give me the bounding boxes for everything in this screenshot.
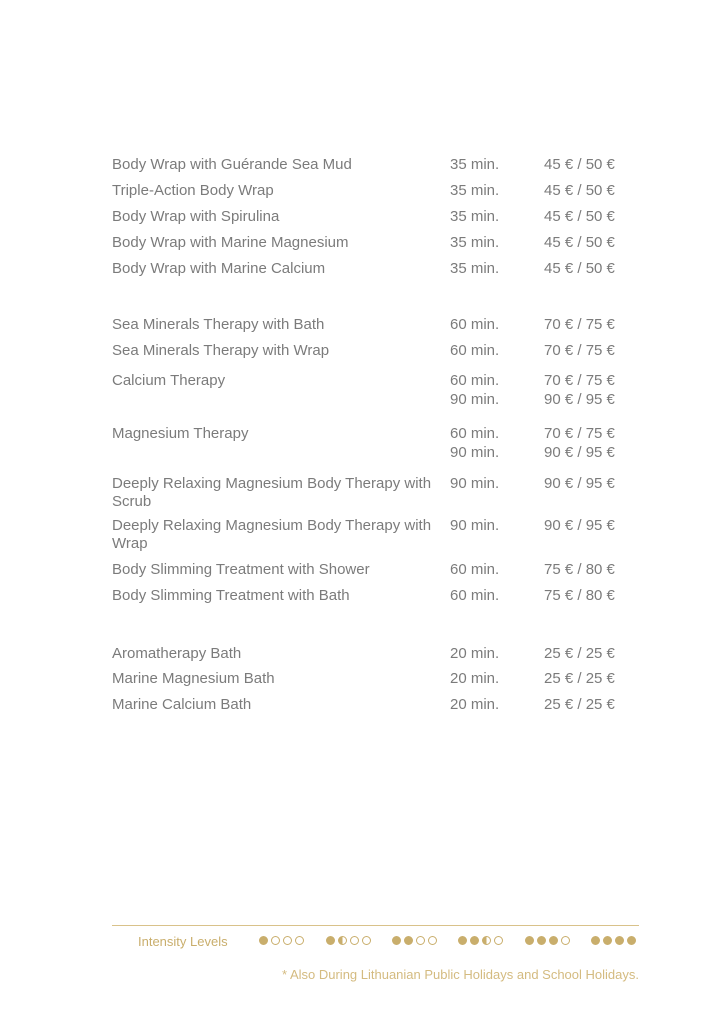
intensity-dot-icon: [458, 936, 467, 945]
treatment-price: 45 € / 50 €: [544, 208, 615, 225]
intensity-dot-icon: [362, 936, 371, 945]
treatment-price: 25 € / 25 €: [544, 696, 615, 713]
treatment-price: 90 € / 95 €: [544, 444, 615, 461]
intensity-level-indicator: [326, 936, 371, 945]
intensity-dot-icon: [537, 936, 546, 945]
treatment-row: [112, 670, 632, 689]
intensity-dot-icon: [392, 936, 401, 945]
treatment-name: Marine Magnesium Bath: [112, 670, 275, 687]
treatment-duration: 60 min.: [450, 425, 500, 442]
treatment-duration: 20 min.: [450, 670, 500, 687]
intensity-dot-icon: [482, 936, 491, 945]
treatment-duration: 60 min.: [450, 372, 500, 389]
treatment-row: [112, 260, 632, 279]
treatment-name: Sea Minerals Therapy with Wrap: [112, 342, 330, 359]
treatment-name: Body Wrap with Marine Magnesium: [112, 234, 349, 251]
treatment-price: 45 € / 50 €: [544, 260, 615, 277]
treatment-row: [112, 425, 632, 463]
treatment-price: 45 € / 50 €: [544, 156, 615, 173]
intensity-legend: [138, 933, 639, 951]
treatment-row: [112, 587, 632, 606]
treatment-duration: 90 min.: [450, 517, 500, 534]
footer-divider: [112, 925, 639, 926]
treatment-row: [112, 342, 632, 361]
treatment-row: [112, 208, 632, 227]
treatment-duration: 20 min.: [450, 696, 500, 713]
intensity-level-indicator: [259, 936, 304, 945]
treatment-duration: 60 min.: [450, 561, 500, 578]
intensity-level-indicator: [525, 936, 570, 945]
intensity-dot-icon: [404, 936, 413, 945]
treatment-name: Deeply Relaxing Magnesium Body Therapy with Scrub: [112, 475, 432, 510]
treatment-row: [112, 234, 632, 253]
treatment-name: Calcium Therapy: [112, 372, 226, 389]
treatment-name: Aromatherapy Bath: [112, 645, 242, 662]
treatment-duration: 35 min.: [450, 260, 500, 277]
treatment-duration: 35 min.: [450, 234, 500, 251]
treatment-row: [112, 182, 632, 201]
treatment-price: 70 € / 75 €: [544, 425, 615, 442]
treatment-name: Deeply Relaxing Magnesium Body Therapy with Wrap: [112, 517, 432, 552]
treatment-duration: 60 min.: [450, 587, 500, 604]
treatment-duration: 60 min.: [450, 342, 500, 359]
intensity-dot-icon: [603, 936, 612, 945]
treatment-name: Body Slimming Treatment with Shower: [112, 561, 370, 578]
treatment-row: [112, 372, 632, 410]
treatment-row: [112, 645, 632, 664]
treatment-row: [112, 475, 632, 513]
treatment-name: Triple-Action Body Wrap: [112, 182, 274, 199]
intensity-dot-icon: [271, 936, 280, 945]
intensity-dot-icon: [525, 936, 534, 945]
intensity-dot-icon: [470, 936, 479, 945]
intensity-level-indicator: [591, 936, 636, 945]
treatment-duration: 35 min.: [450, 156, 500, 173]
treatment-price: 90 € / 95 €: [544, 475, 615, 492]
intensity-dot-icon: [615, 936, 624, 945]
treatment-price: 25 € / 25 €: [544, 670, 615, 687]
treatment-duration: 60 min.: [450, 316, 500, 333]
intensity-legend-label: Intensity Levels: [138, 934, 228, 949]
treatment-row: [112, 156, 632, 175]
treatment-price: 90 € / 95 €: [544, 391, 615, 408]
treatment-price: 75 € / 80 €: [544, 587, 615, 604]
footnote: * Also During Lithuanian Public Holidays and School Holidays.: [282, 967, 639, 982]
treatment-name: Body Wrap with Spirulina: [112, 208, 280, 225]
treatment-price: 90 € / 95 €: [544, 517, 615, 534]
treatment-name: Marine Calcium Bath: [112, 696, 252, 713]
intensity-dot-icon: [627, 936, 636, 945]
treatment-name: Body Wrap with Guérande Sea Mud: [112, 156, 352, 173]
intensity-dot-icon: [561, 936, 570, 945]
intensity-dot-icon: [549, 936, 558, 945]
intensity-dot-icon: [295, 936, 304, 945]
intensity-dot-icon: [428, 936, 437, 945]
treatment-duration: 20 min.: [450, 645, 500, 662]
treatment-price: 70 € / 75 €: [544, 372, 615, 389]
treatment-name: Body Wrap with Marine Calcium: [112, 260, 326, 277]
treatment-row: [112, 561, 632, 580]
intensity-dot-icon: [283, 936, 292, 945]
treatment-duration: 90 min.: [450, 391, 500, 408]
treatment-price: 70 € / 75 €: [544, 316, 615, 333]
intensity-dot-icon: [416, 936, 425, 945]
intensity-dot-icon: [259, 936, 268, 945]
treatment-name: Magnesium Therapy: [112, 425, 249, 442]
treatment-duration: 35 min.: [450, 208, 500, 225]
intensity-dot-icon: [338, 936, 347, 945]
intensity-level-indicator: [458, 936, 503, 945]
intensity-dot-icon: [326, 936, 335, 945]
intensity-level-indicator: [392, 936, 437, 945]
treatment-duration: 90 min.: [450, 444, 500, 461]
treatment-row: [112, 517, 632, 555]
treatment-price: 25 € / 25 €: [544, 645, 615, 662]
treatment-name: Body Slimming Treatment with Bath: [112, 587, 350, 604]
intensity-dot-icon: [591, 936, 600, 945]
treatment-row: [112, 316, 632, 335]
intensity-dot-icon: [350, 936, 359, 945]
treatment-duration: 90 min.: [450, 475, 500, 492]
treatment-price: 45 € / 50 €: [544, 234, 615, 251]
treatment-duration: 35 min.: [450, 182, 500, 199]
treatment-name: Sea Minerals Therapy with Bath: [112, 316, 325, 333]
treatment-price: 75 € / 80 €: [544, 561, 615, 578]
intensity-dot-icon: [494, 936, 503, 945]
treatment-price: 45 € / 50 €: [544, 182, 615, 199]
treatment-price: 70 € / 75 €: [544, 342, 615, 359]
treatment-row: [112, 696, 632, 715]
